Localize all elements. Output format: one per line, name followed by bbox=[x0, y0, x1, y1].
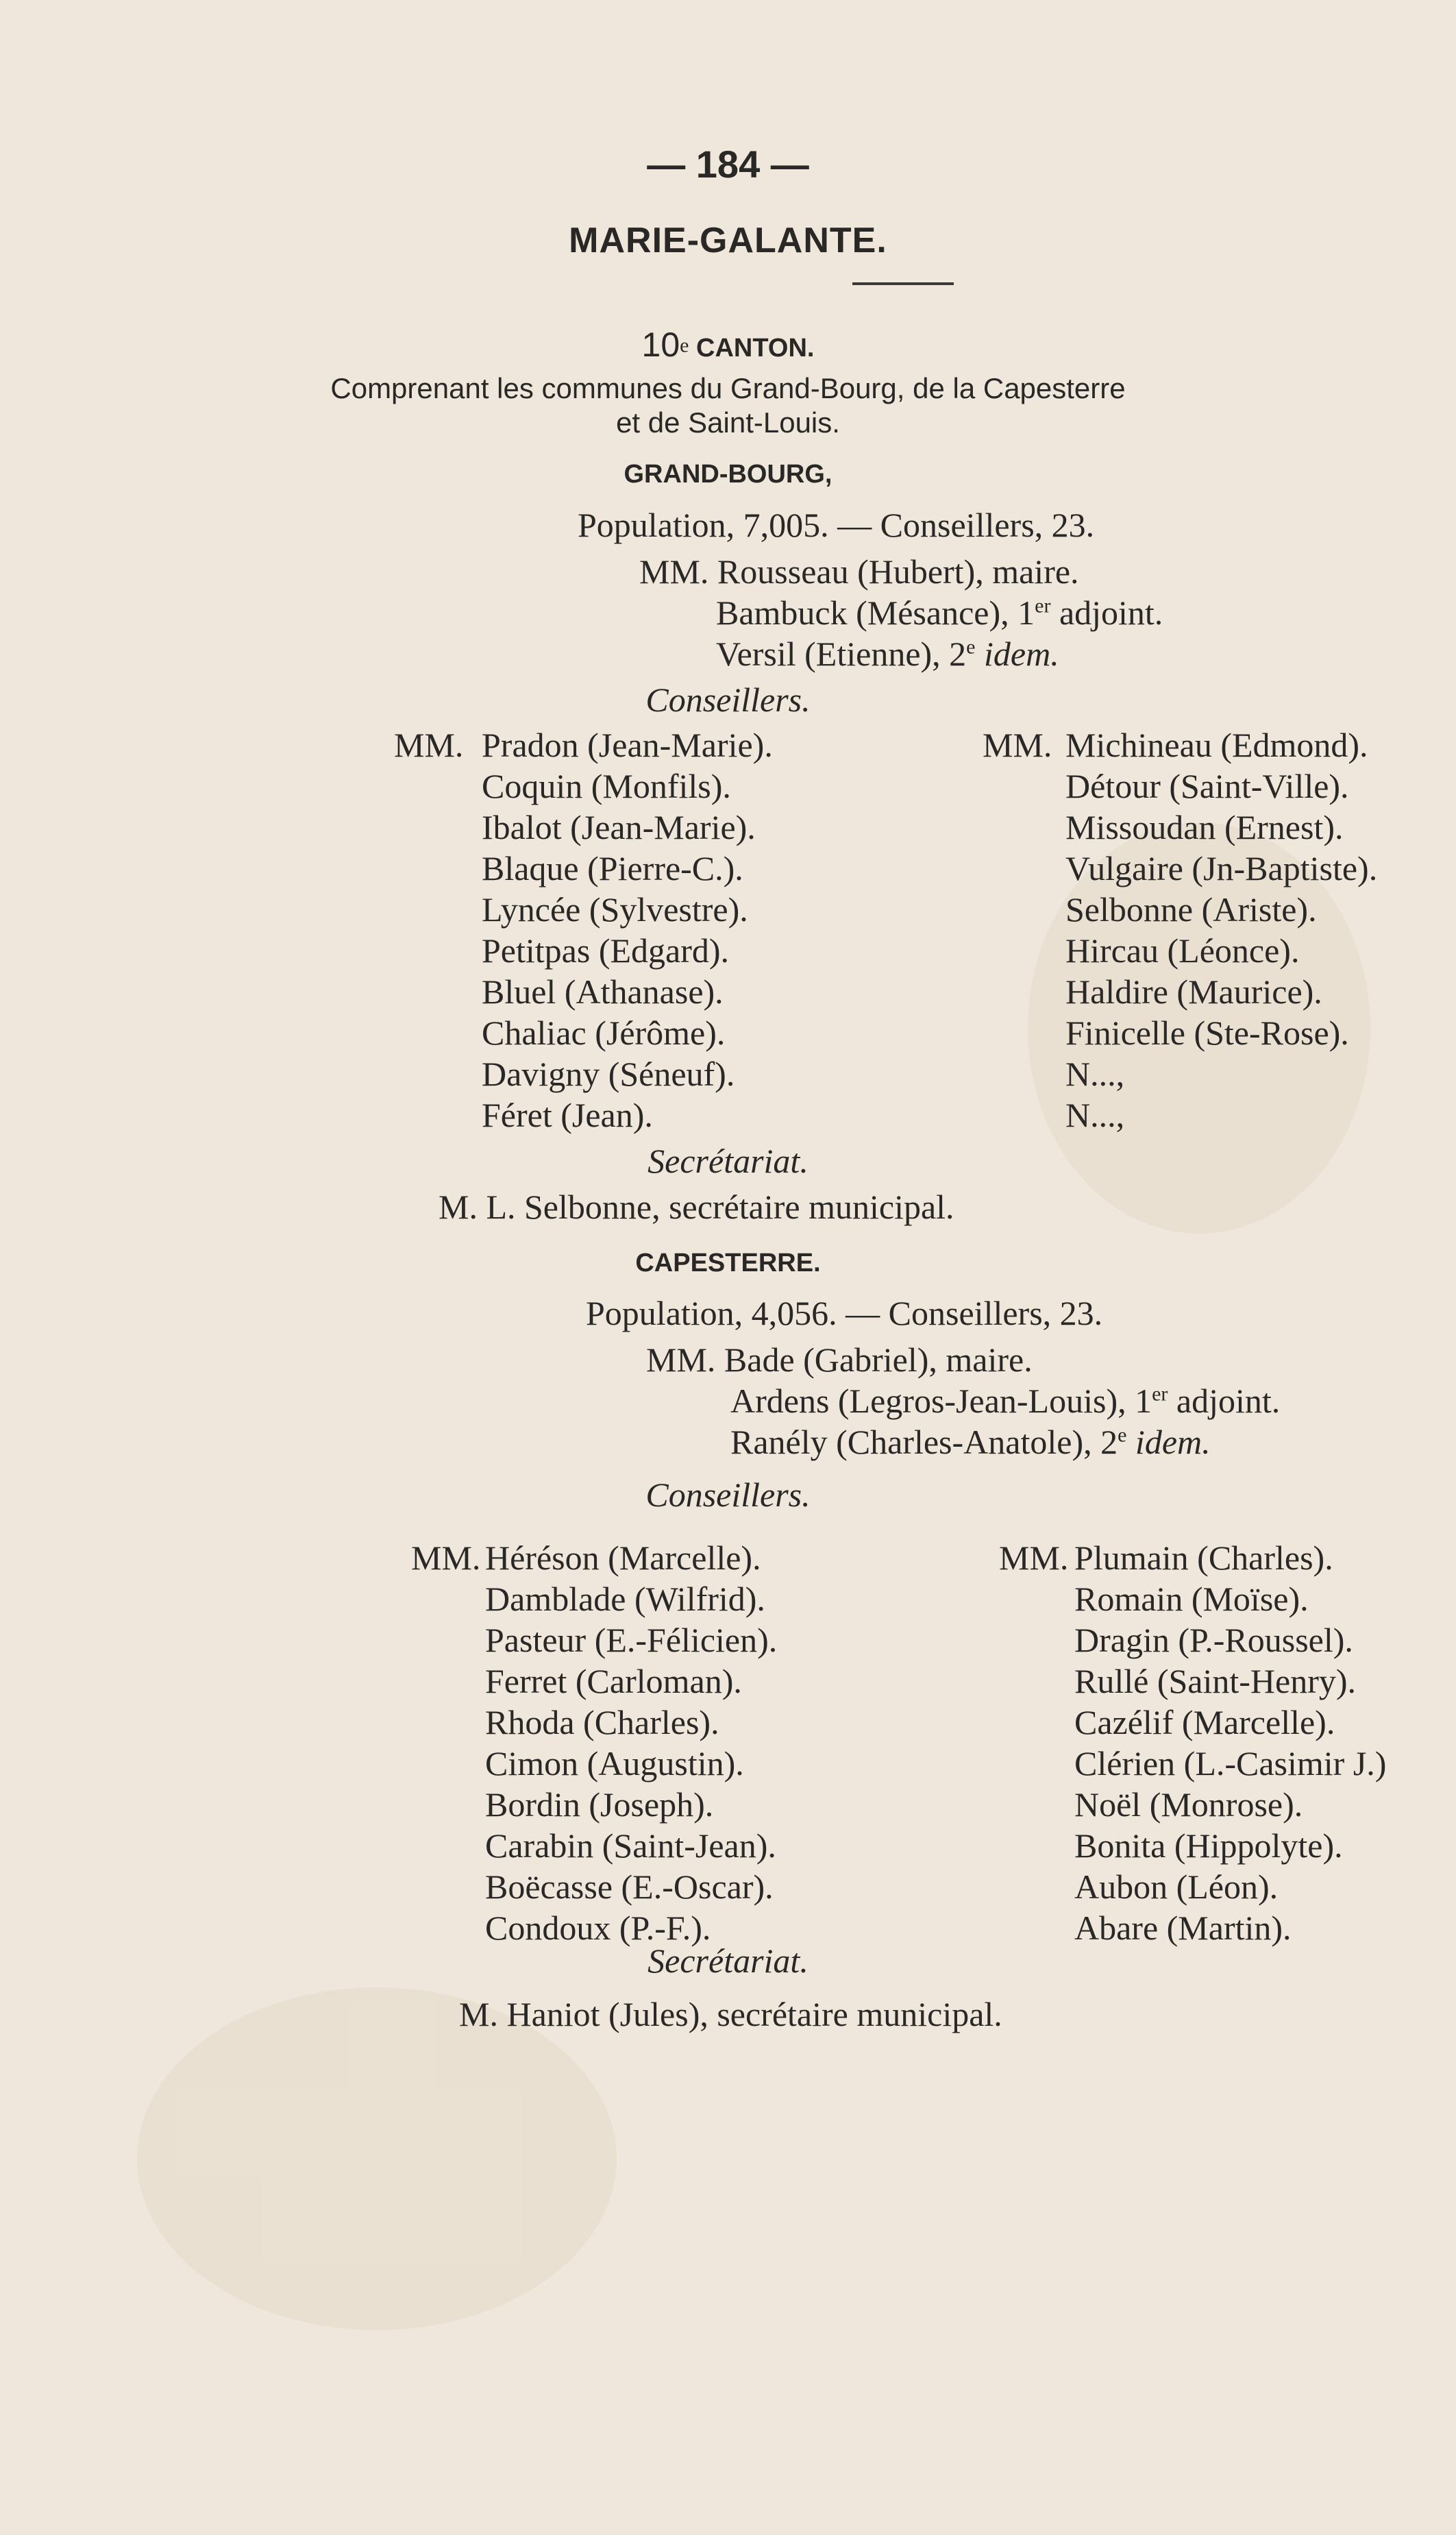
conseiller-name: Chaliac (Jérôme). bbox=[482, 1014, 726, 1052]
left-prefix-capesterre: MM. bbox=[411, 1539, 481, 1577]
right-prefix-grand-bourg: MM. bbox=[983, 726, 1052, 764]
mayor-grand-bourg: MM. Rousseau (Hubert), maire. bbox=[639, 552, 1079, 591]
conseiller-name: Bordin (Joseph). bbox=[485, 1785, 714, 1824]
conseillers-left-grand-bourg bbox=[482, 724, 773, 1136]
conseiller-name: N..., bbox=[1065, 1055, 1125, 1093]
conseiller-name: Ferret (Carloman). bbox=[485, 1662, 742, 1700]
conseiller-name: Pradon (Jean-Marie). bbox=[482, 726, 773, 764]
conseiller-name: Petitpas (Edgard). bbox=[482, 931, 730, 970]
population-grand-bourg: Population, 7,005. — Conseillers, 23. bbox=[578, 506, 1095, 544]
conseiller-name: Clérien (L.-Casimir J.) bbox=[1074, 1744, 1387, 1783]
conseiller-name: Lyncée (Sylvestre). bbox=[482, 890, 748, 929]
canton-heading bbox=[0, 323, 1456, 366]
conseiller-name: Hircau (Léonce). bbox=[1065, 931, 1300, 970]
conseiller-name: N..., bbox=[1065, 1096, 1125, 1134]
canton-sup: e bbox=[680, 334, 689, 357]
secretariat-heading-grand-bourg: Secrétariat. bbox=[647, 1142, 809, 1180]
canton-number: 10 bbox=[641, 326, 680, 364]
conseiller-name: Vulgaire (Jn-Baptiste). bbox=[1065, 849, 1378, 887]
paper-stain bbox=[137, 1987, 617, 2330]
conseiller-name: Aubon (Léon). bbox=[1074, 1867, 1279, 1906]
left-prefix-grand-bourg: MM. bbox=[394, 726, 464, 764]
conseiller-name: Coquin (Monfils). bbox=[482, 767, 731, 805]
right-prefix-capesterre: MM. bbox=[999, 1539, 1069, 1577]
second-adjoint-capesterre: Ranély (Charles-Anatole), 2e idem. bbox=[730, 1423, 1211, 1461]
commune-name-grand-bourg: GRAND-BOURG, bbox=[624, 460, 832, 489]
conseiller-name: Abare (Martin). bbox=[1074, 1909, 1292, 1947]
page-number: — 184 — bbox=[647, 143, 809, 186]
conseiller-name: Selbonne (Ariste). bbox=[1065, 890, 1317, 929]
conseiller-name: Bonita (Hippolyte). bbox=[1074, 1826, 1343, 1865]
mayor-capesterre: MM. Bade (Gabriel), maire. bbox=[646, 1340, 1033, 1379]
secretary-grand-bourg: M. L. Selbonne, secrétaire municipal. bbox=[439, 1188, 954, 1226]
conseillers-left-capesterre bbox=[485, 1537, 777, 1948]
conseiller-name: Damblade (Wilfrid). bbox=[485, 1580, 765, 1618]
conseillers-right-grand-bourg bbox=[1065, 724, 1377, 1136]
conseiller-name: Romain (Moïse). bbox=[1074, 1580, 1309, 1618]
canton-description-line1: Comprenant les communes du Grand-Bourg, de la Capesterre bbox=[330, 372, 1126, 404]
first-adjoint-grand-bourg: Bambuck (Mésance), 1er adjoint. bbox=[716, 593, 1163, 632]
conseiller-name: Rullé (Saint-Henry). bbox=[1074, 1662, 1357, 1700]
conseiller-name: Détour (Saint-Ville). bbox=[1065, 767, 1349, 805]
conseiller-name: Condoux (P.-F.). bbox=[485, 1909, 711, 1947]
conseillers-right-capesterre bbox=[1074, 1537, 1386, 1948]
canton-description-line2: et de Saint-Louis. bbox=[616, 406, 840, 439]
conseiller-name: Missoudan (Ernest). bbox=[1065, 808, 1344, 846]
conseiller-name: Bluel (Athanase). bbox=[482, 972, 724, 1011]
conseiller-name: Boëcasse (E.-Oscar). bbox=[485, 1867, 774, 1906]
secretary-capesterre: M. Haniot (Jules), secrétaire municipal. bbox=[459, 1995, 1002, 2033]
conseiller-name: Blaque (Pierre-C.). bbox=[482, 849, 743, 887]
island-title: MARIE-GALANTE. bbox=[569, 221, 887, 260]
conseiller-name: Pasteur (E.-Félicien). bbox=[485, 1621, 778, 1659]
conseillers-heading-grand-bourg: Conseillers. bbox=[645, 681, 811, 719]
conseiller-name: Cimon (Augustin). bbox=[485, 1744, 744, 1783]
conseiller-name: Haldire (Maurice). bbox=[1065, 972, 1322, 1011]
first-adjoint-capesterre: Ardens (Legros-Jean-Louis), 1er adjoint. bbox=[730, 1382, 1281, 1420]
conseiller-name: Féret (Jean). bbox=[482, 1096, 653, 1134]
conseiller-name: Cazélif (Marcelle). bbox=[1074, 1703, 1335, 1741]
conseiller-name: Héréson (Marcelle). bbox=[485, 1539, 761, 1577]
conseiller-name: Rhoda (Charles). bbox=[485, 1703, 719, 1741]
conseiller-name: Carabin (Saint-Jean). bbox=[485, 1826, 776, 1865]
second-adjoint-grand-bourg: Versil (Etienne), 2e idem. bbox=[716, 635, 1059, 673]
conseiller-name: Noël (Monrose). bbox=[1074, 1785, 1303, 1824]
conseiller-name: Michineau (Edmond). bbox=[1065, 726, 1368, 764]
conseiller-name: Davigny (Séneuf). bbox=[482, 1055, 735, 1093]
conseillers-heading-capesterre: Conseillers. bbox=[645, 1475, 811, 1514]
conseiller-name: Finicelle (Ste-Rose). bbox=[1065, 1014, 1349, 1052]
title-rule bbox=[852, 282, 954, 285]
population-capesterre: Population, 4,056. — Conseillers, 23. bbox=[586, 1294, 1103, 1332]
conseiller-name: Ibalot (Jean-Marie). bbox=[482, 808, 756, 846]
conseiller-name: Dragin (P.-Roussel). bbox=[1074, 1621, 1353, 1659]
canton-label: CANTON. bbox=[689, 334, 815, 363]
commune-name-capesterre: CAPESTERRE. bbox=[635, 1249, 821, 1277]
secretariat-heading-capesterre: Secrétariat. bbox=[647, 1942, 809, 1980]
conseiller-name: Plumain (Charles). bbox=[1074, 1539, 1333, 1577]
